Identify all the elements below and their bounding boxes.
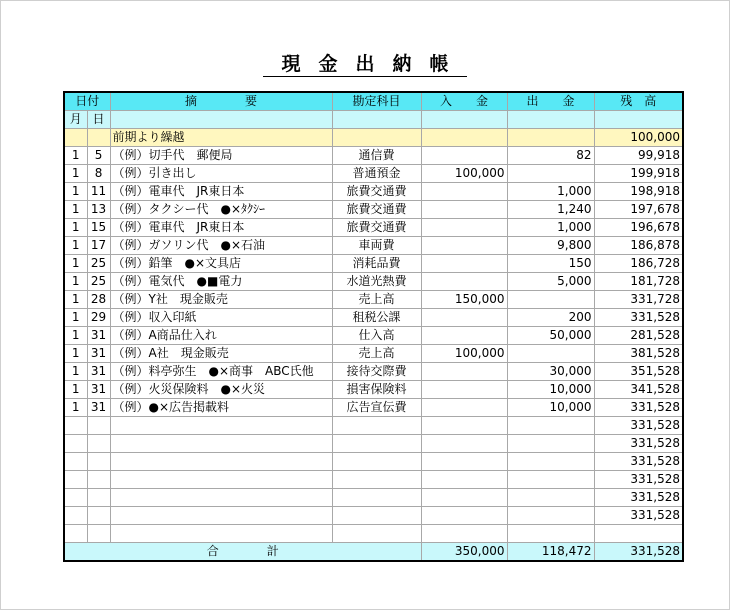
account-cell: 普通預金 xyxy=(332,165,421,183)
balance-cell: 351,528 xyxy=(594,363,683,381)
income-cell xyxy=(421,435,507,453)
balance-cell: 331,528 xyxy=(594,309,683,327)
expense-cell xyxy=(507,471,594,489)
page-title-wrap xyxy=(0,52,730,77)
day-cell: 28 xyxy=(87,291,110,309)
expense-cell xyxy=(507,489,594,507)
month-cell: 1 xyxy=(64,183,87,201)
balance-cell: 198,918 xyxy=(594,183,683,201)
day-cell: 15 xyxy=(87,219,110,237)
expense-cell: 1,240 xyxy=(507,201,594,219)
expense-cell: 200 xyxy=(507,309,594,327)
account-cell: 旅費交通費 xyxy=(332,219,421,237)
income-cell xyxy=(421,219,507,237)
table-row xyxy=(64,417,683,435)
account-cell xyxy=(332,471,421,489)
header-description: 摘 要 xyxy=(110,92,332,111)
expense-cell: 5,000 xyxy=(507,273,594,291)
table-row xyxy=(64,273,683,291)
description-cell: （例）●×広告掲載料 xyxy=(110,399,332,417)
balance-cell: 196,678 xyxy=(594,219,683,237)
expense-cell: 1,000 xyxy=(507,219,594,237)
income-cell xyxy=(421,255,507,273)
expense-cell xyxy=(507,345,594,363)
income-cell xyxy=(421,489,507,507)
account-cell: 損害保険料 xyxy=(332,381,421,399)
month-cell: 1 xyxy=(64,147,87,165)
day-cell: 25 xyxy=(87,273,110,291)
account-cell: 車両費 xyxy=(332,237,421,255)
table-row xyxy=(64,435,683,453)
cash-ledger-table xyxy=(63,91,684,562)
table-row xyxy=(64,327,683,345)
day-cell xyxy=(87,489,110,507)
table-row xyxy=(64,381,683,399)
account-cell xyxy=(332,507,421,525)
account-cell xyxy=(332,489,421,507)
expense-cell: 50,000 xyxy=(507,327,594,345)
carry-forward-balance: 100,000 xyxy=(594,129,683,147)
account-cell: 接待交際費 xyxy=(332,363,421,381)
table-row xyxy=(64,507,683,525)
balance-cell: 181,728 xyxy=(594,273,683,291)
month-cell xyxy=(64,489,87,507)
income-cell xyxy=(421,399,507,417)
income-cell xyxy=(421,309,507,327)
balance-cell: 186,878 xyxy=(594,237,683,255)
table-row xyxy=(64,471,683,489)
account-cell: 売上高 xyxy=(332,291,421,309)
income-cell xyxy=(421,183,507,201)
description-cell: （例）A社 現金販売 xyxy=(110,345,332,363)
description-cell: （例）電車代 JR東日本 xyxy=(110,219,332,237)
month-cell xyxy=(64,435,87,453)
income-cell xyxy=(421,273,507,291)
table-row xyxy=(64,165,683,183)
table-row xyxy=(64,309,683,327)
expense-cell xyxy=(507,165,594,183)
account-cell: 旅費交通費 xyxy=(332,183,421,201)
month-cell: 1 xyxy=(64,201,87,219)
expense-cell xyxy=(507,435,594,453)
description-cell: （例）料亭弥生 ●×商事 ABC氏他 xyxy=(110,363,332,381)
day-cell: 31 xyxy=(87,345,110,363)
income-cell: 100,000 xyxy=(421,165,507,183)
account-cell: 通信費 xyxy=(332,147,421,165)
description-cell: （例）引き出し xyxy=(110,165,332,183)
carry-forward-row xyxy=(64,129,683,147)
expense-cell: 82 xyxy=(507,147,594,165)
table-row xyxy=(64,219,683,237)
description-cell xyxy=(110,417,332,435)
month-cell: 1 xyxy=(64,291,87,309)
description-cell xyxy=(110,507,332,525)
balance-cell: 331,528 xyxy=(594,507,683,525)
income-cell xyxy=(421,147,507,165)
description-cell: （例）電車代 JR東日本 xyxy=(110,183,332,201)
income-cell xyxy=(421,525,507,543)
header-account: 勘定科目 xyxy=(332,92,421,111)
expense-cell xyxy=(507,525,594,543)
balance-cell: 331,528 xyxy=(594,435,683,453)
month-cell xyxy=(64,417,87,435)
table-row xyxy=(64,489,683,507)
income-cell xyxy=(421,453,507,471)
carry-forward-label: 前期より繰越 xyxy=(110,129,332,147)
header-day: 日 xyxy=(87,111,110,129)
header-balance: 残 高 xyxy=(594,92,683,111)
balance-cell xyxy=(594,525,683,543)
expense-cell: 30,000 xyxy=(507,363,594,381)
description-cell: （例）電気代 ●■電力 xyxy=(110,273,332,291)
header-row xyxy=(64,92,683,111)
month-cell xyxy=(64,471,87,489)
balance-cell: 99,918 xyxy=(594,147,683,165)
table-row xyxy=(64,183,683,201)
day-cell: 5 xyxy=(87,147,110,165)
income-cell: 100,000 xyxy=(421,345,507,363)
balance-cell: 331,528 xyxy=(594,471,683,489)
month-cell: 1 xyxy=(64,219,87,237)
balance-cell: 186,728 xyxy=(594,255,683,273)
table-row xyxy=(64,237,683,255)
income-cell xyxy=(421,381,507,399)
balance-cell: 197,678 xyxy=(594,201,683,219)
day-cell: 17 xyxy=(87,237,110,255)
account-cell: 売上高 xyxy=(332,345,421,363)
header-expense: 出 金 xyxy=(507,92,594,111)
day-cell: 13 xyxy=(87,201,110,219)
day-cell: 31 xyxy=(87,327,110,345)
day-cell xyxy=(87,417,110,435)
day-cell: 29 xyxy=(87,309,110,327)
balance-cell: 331,528 xyxy=(594,399,683,417)
table-row xyxy=(64,525,683,543)
total-income: 350,000 xyxy=(421,543,507,562)
income-cell xyxy=(421,327,507,345)
balance-cell: 331,728 xyxy=(594,291,683,309)
description-cell xyxy=(110,453,332,471)
description-cell: （例）タクシー代 ●×ﾀｸｼｰ xyxy=(110,201,332,219)
account-cell xyxy=(332,453,421,471)
account-cell: 旅費交通費 xyxy=(332,201,421,219)
table-row xyxy=(64,201,683,219)
balance-cell: 331,528 xyxy=(594,417,683,435)
day-cell xyxy=(87,525,110,543)
table-row xyxy=(64,147,683,165)
expense-cell xyxy=(507,291,594,309)
description-cell xyxy=(110,471,332,489)
month-cell: 1 xyxy=(64,309,87,327)
account-cell xyxy=(332,417,421,435)
month-cell xyxy=(64,453,87,471)
income-cell xyxy=(421,471,507,489)
month-cell xyxy=(64,525,87,543)
total-row xyxy=(64,543,683,562)
description-cell: （例）ガソリン代 ●×石油 xyxy=(110,237,332,255)
income-cell: 150,000 xyxy=(421,291,507,309)
expense-cell xyxy=(507,453,594,471)
expense-cell xyxy=(507,507,594,525)
day-cell xyxy=(87,507,110,525)
day-cell xyxy=(87,471,110,489)
total-balance: 331,528 xyxy=(594,543,683,562)
account-cell: 消耗品費 xyxy=(332,255,421,273)
account-cell: 仕入高 xyxy=(332,327,421,345)
balance-cell: 341,528 xyxy=(594,381,683,399)
balance-cell: 281,528 xyxy=(594,327,683,345)
subheader-row xyxy=(64,111,683,129)
header-income: 入 金 xyxy=(421,92,507,111)
description-cell: （例）Y社 現金販売 xyxy=(110,291,332,309)
table-row xyxy=(64,363,683,381)
header-date: 日付 xyxy=(64,92,110,111)
table-row xyxy=(64,453,683,471)
balance-cell: 331,528 xyxy=(594,453,683,471)
month-cell: 1 xyxy=(64,363,87,381)
month-cell: 1 xyxy=(64,255,87,273)
table-row xyxy=(64,399,683,417)
account-cell: 租税公課 xyxy=(332,309,421,327)
table-row xyxy=(64,345,683,363)
description-cell: （例）鉛筆 ●×文具店 xyxy=(110,255,332,273)
total-label: 合 計 xyxy=(64,543,421,562)
income-cell xyxy=(421,237,507,255)
header-month: 月 xyxy=(64,111,87,129)
day-cell: 8 xyxy=(87,165,110,183)
income-cell xyxy=(421,363,507,381)
month-cell xyxy=(64,507,87,525)
month-cell: 1 xyxy=(64,381,87,399)
account-cell: 広告宣伝費 xyxy=(332,399,421,417)
account-cell: 水道光熱費 xyxy=(332,273,421,291)
account-cell xyxy=(332,525,421,543)
page-title: 現金出納帳 xyxy=(263,52,466,77)
month-cell: 1 xyxy=(64,399,87,417)
month-cell: 1 xyxy=(64,165,87,183)
expense-cell: 10,000 xyxy=(507,381,594,399)
description-cell: （例）火災保険料 ●×火災 xyxy=(110,381,332,399)
day-cell: 31 xyxy=(87,381,110,399)
day-cell: 11 xyxy=(87,183,110,201)
description-cell: （例）切手代 郵便局 xyxy=(110,147,332,165)
description-cell xyxy=(110,435,332,453)
balance-cell: 381,528 xyxy=(594,345,683,363)
income-cell xyxy=(421,417,507,435)
balance-cell: 331,528 xyxy=(594,489,683,507)
table-row xyxy=(64,291,683,309)
day-cell xyxy=(87,435,110,453)
expense-cell: 150 xyxy=(507,255,594,273)
total-expense: 118,472 xyxy=(507,543,594,562)
description-cell xyxy=(110,489,332,507)
month-cell: 1 xyxy=(64,273,87,291)
day-cell: 31 xyxy=(87,399,110,417)
description-cell xyxy=(110,525,332,543)
expense-cell: 1,000 xyxy=(507,183,594,201)
month-cell: 1 xyxy=(64,345,87,363)
balance-cell: 199,918 xyxy=(594,165,683,183)
account-cell xyxy=(332,435,421,453)
description-cell: （例）A商品仕入れ xyxy=(110,327,332,345)
day-cell: 25 xyxy=(87,255,110,273)
table-row xyxy=(64,255,683,273)
day-cell xyxy=(87,453,110,471)
expense-cell xyxy=(507,417,594,435)
income-cell xyxy=(421,201,507,219)
day-cell: 31 xyxy=(87,363,110,381)
month-cell: 1 xyxy=(64,327,87,345)
month-cell: 1 xyxy=(64,237,87,255)
description-cell: （例）収入印紙 xyxy=(110,309,332,327)
expense-cell: 9,800 xyxy=(507,237,594,255)
expense-cell: 10,000 xyxy=(507,399,594,417)
income-cell xyxy=(421,507,507,525)
